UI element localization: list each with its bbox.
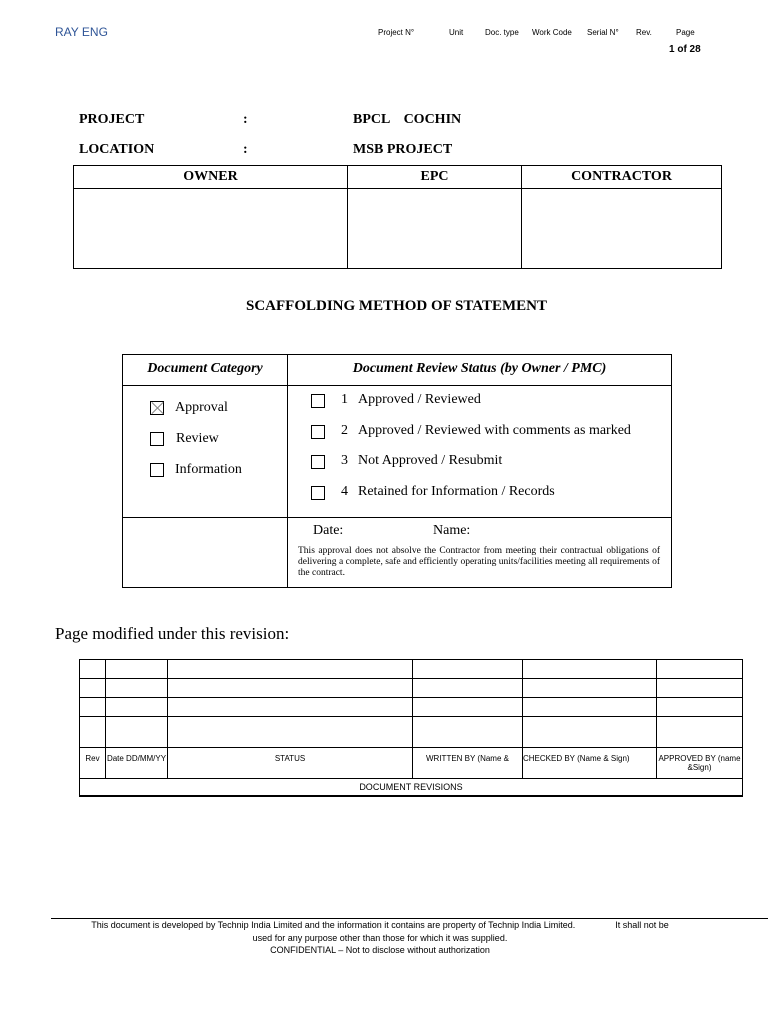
header-unit: Unit (449, 28, 464, 37)
review-status-header: Document Review Status (by Owner / PMC) (352, 361, 607, 376)
location-separator: : (243, 142, 248, 157)
project-value: BPCL COCHIN (353, 112, 462, 127)
project-separator: : (243, 112, 248, 127)
status-1-label: Approved / Reviewed (358, 392, 481, 407)
status-3-label: Not Approved / Resubmit (358, 453, 503, 468)
header-project-no: Project N° (378, 28, 415, 37)
header-doc-type: Doc. type (485, 28, 519, 37)
confidentiality-footer (30, 919, 730, 957)
location-label: LOCATION (79, 142, 155, 157)
revision-row (80, 679, 743, 698)
status-3-checkbox[interactable] (311, 455, 325, 469)
status-2-label: Approved / Reviewed with comments as marked (358, 423, 631, 438)
category-header: Document Category (147, 361, 263, 376)
document-revisions-label: DOCUMENT REVISIONS (80, 779, 743, 797)
status-2-number: 2 (341, 423, 348, 438)
page-modified-title: Page modified under this revision: (55, 624, 290, 643)
approval-disclaimer: This approval does not absolve the Contractor from meeting their contractual obligations of delivering a complete, safe and efficiently operating units/facilities meeting all requirements of the contract. (298, 546, 660, 578)
review-label: Review (176, 431, 219, 446)
information-label: Information (175, 462, 242, 477)
document-title: SCAFFOLDING METHOD OF STATEMENT (246, 298, 547, 314)
header-serial-no: Serial N° (587, 28, 619, 37)
written-by-column-header: WRITTEN BY (Name & (413, 748, 523, 779)
status-4-checkbox[interactable] (311, 486, 325, 500)
owner-header: OWNER (74, 166, 348, 189)
parties-table (73, 165, 722, 269)
approval-checkbox[interactable] (150, 401, 164, 415)
status-1-number: 1 (341, 392, 348, 407)
revision-row (80, 660, 743, 679)
contractor-signature-cell (522, 189, 722, 269)
date-label: Date: (313, 523, 344, 538)
status-2-checkbox[interactable] (311, 425, 325, 439)
revision-row (80, 698, 743, 717)
review-checkbox[interactable] (150, 432, 164, 446)
project-label: PROJECT (79, 112, 145, 127)
header-page: Page (676, 28, 695, 37)
revision-header-row (80, 748, 743, 779)
review-status-box (122, 354, 672, 588)
footer-line-3: CONFIDENTIAL – Not to disclose without authorization (270, 945, 490, 955)
revision-table (79, 659, 743, 797)
footer-line-2: used for any purpose other than those for which it was supplied. (252, 932, 508, 943)
page-number: 1 of 28 (669, 44, 701, 55)
revision-row (80, 717, 743, 748)
name-label: Name: (433, 523, 471, 538)
rev-column-header: Rev (80, 748, 106, 779)
epc-signature-cell (348, 189, 522, 269)
status-column-header: STATUS (168, 748, 413, 779)
checked-by-column-header: CHECKED BY (Name & Sign) (523, 748, 657, 779)
status-3-number: 3 (341, 453, 348, 468)
status-4-label: Retained for Information / Records (358, 484, 555, 499)
header-rev: Rev. (636, 28, 652, 37)
status-4-number: 4 (341, 484, 348, 499)
location-value: MSB PROJECT (353, 142, 453, 157)
header-work-code: Work Code (532, 28, 572, 37)
status-1-checkbox[interactable] (311, 394, 325, 408)
approval-label: Approval (175, 400, 228, 415)
footer-line-1: This document is developed by Technip India Limited and the information it contains are property of Technip India Limited. It shall not be (91, 920, 669, 930)
information-checkbox[interactable] (150, 463, 164, 477)
date-column-header: Date DD/MM/YY (106, 748, 168, 779)
company-logo-text: RAY ENG (55, 25, 108, 39)
epc-header: EPC (348, 166, 522, 189)
approved-by-column-header: APPROVED BY (name &Sign) (657, 748, 743, 779)
contractor-header: CONTRACTOR (522, 166, 722, 189)
owner-signature-cell (74, 189, 348, 269)
